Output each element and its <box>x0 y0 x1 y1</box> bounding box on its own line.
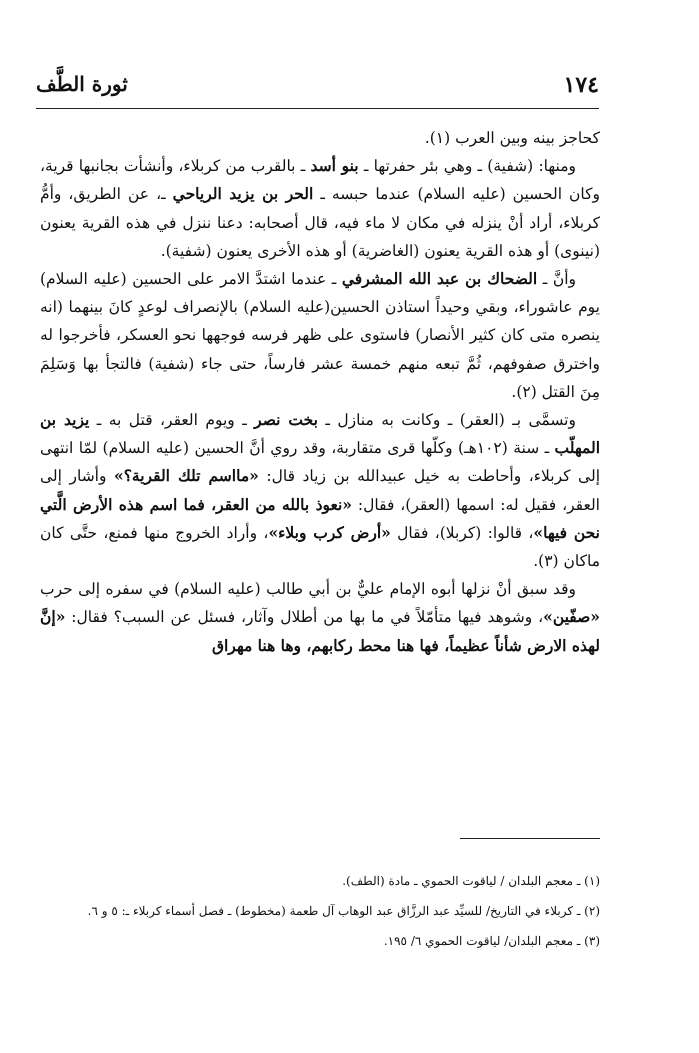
bold-name: الحر بن يزيد الرياحي <box>172 184 314 204</box>
bold-name: بنو أسد <box>310 156 359 176</box>
bold-name: بخت نصر <box>254 410 318 430</box>
bold-quote: «صفّين» <box>543 607 600 627</box>
text-run: ، وأراد الخروج منها فمنع، حتَّى كان ماكان (٣). <box>40 523 600 571</box>
text-run: ـ ويوم العقر، قتل به ـ <box>89 411 255 430</box>
paragraph-4 <box>40 406 600 575</box>
text-run: ـ بالقرب من كربلاء، وأنشأت بجانبها قرية، وكان الحسين (عليه السلام) عندما حبسه ـ <box>40 157 601 204</box>
bold-name: الضحاك بن عبد الله المشرفي <box>341 269 538 289</box>
paragraph-1 <box>40 124 600 152</box>
bold-quote: «أرض كرب وبلاء» <box>268 522 391 542</box>
text-run: وأنَّ ـ <box>537 270 577 289</box>
footnote-1: (١) ـ معجم البلدان / لياقوت الحموي ـ مادة (الطف). <box>342 874 600 888</box>
bold-quote: «نعوذ بالله من العقر، فما اسم هذه الأرض الَّتي نحن فيها» <box>40 494 600 542</box>
footnote-2: (٢) ـ كربلاء في التاريخ/ للسيِّد عبد الرزَّاق عبد الوهاب آل طعمة (مخطوط) ـ فصل أسماء كربلاء ـ: ٥ و ٦. <box>87 904 600 918</box>
text-run: وأشار إلى العقر، فقيل له: اسمها (العقر)، فقال: <box>40 467 600 514</box>
footnotes <box>40 866 600 956</box>
text-run: ـ، عن الطريق، وأمُّ كربلاء، أراد أنْ ينزله في مكان لا ماء فيه، قال أصحابه: دعنا ننزل في هذه القرية يعنون (نينوى) أو هذه القرية يعنون (الغاضرية) أو هذه الأخرى يعنون (شفية). <box>40 185 600 260</box>
text-run: ومنها: (شفية) ـ وهي بئر حفرتها ـ <box>358 157 576 176</box>
text-run: كحاجز بينه وبين العرب (١). <box>424 129 600 147</box>
text-run: ، قالوا: (كربلا)، فقال <box>390 523 534 542</box>
paragraph-3 <box>40 265 600 406</box>
bold-quote: «مااسم تلك القرية؟» <box>114 466 259 486</box>
header-divider <box>36 108 599 109</box>
main-text <box>40 124 600 660</box>
text-run: ـ سنة (١٠٢هـ) وكلّها قرى متقاربة، وقد روي أنَّ الحسين (عليه السلام) لمّا انتهى إلى كربلاء، وأحاطت به خيل عبيدالله بن زياد قال: <box>40 439 601 486</box>
footnote-3: (٣) ـ معجم البلدان/ لياقوت الحموي ٦/ ١٩٥. <box>383 934 600 948</box>
paragraph-5 <box>40 575 600 660</box>
text-run: وقد سبق أنْ نزلها أبوه الإمام عليٌّ بن أبي طالب (عليه السلام) في سفره إلى حرب <box>40 580 576 599</box>
text-run: وتسمَّى بـ (العقر) ـ وكانت به منازل ـ <box>317 411 576 430</box>
page-header <box>36 68 599 102</box>
text-run: ـ عندما اشتدَّ الامر على الحسين (عليه السلام) يوم عاشوراء، وبقي وحيداً استاذن الحسين(عليه السلام) بالإنصراف لوعدٍ كانَ بينهما (انه ينصره متى كان كثير الأنصار) فاستوى على ظهر فرسه فوجهها نحو العسكر، فأخرجوا له واخترق صفوفهم، ثُمَّ تبعه منهم خمسة عشر فارساً، حتى جاء (شفية) فالتجأ بها وَسَلِمَ مِنَ القتل (٢). <box>40 270 600 401</box>
running-title: ثورة الطَّف <box>36 72 128 96</box>
text-run: ، وشوهد فيها متأمّلاً في ما بها من أطلال وآثار، فسئل عن السبب؟ فقال: <box>65 608 544 627</box>
page-number: ١٧٤ <box>563 72 599 98</box>
bold-name: يزيد بن المهلّب <box>40 410 601 458</box>
footnote-divider <box>460 838 600 839</box>
paragraph-2 <box>40 152 600 265</box>
bold-quote: «إنَّ لهذه الارض شأناً عظيماً، فها هنا محط ركابهم، وها هنا مهراق <box>40 607 600 655</box>
